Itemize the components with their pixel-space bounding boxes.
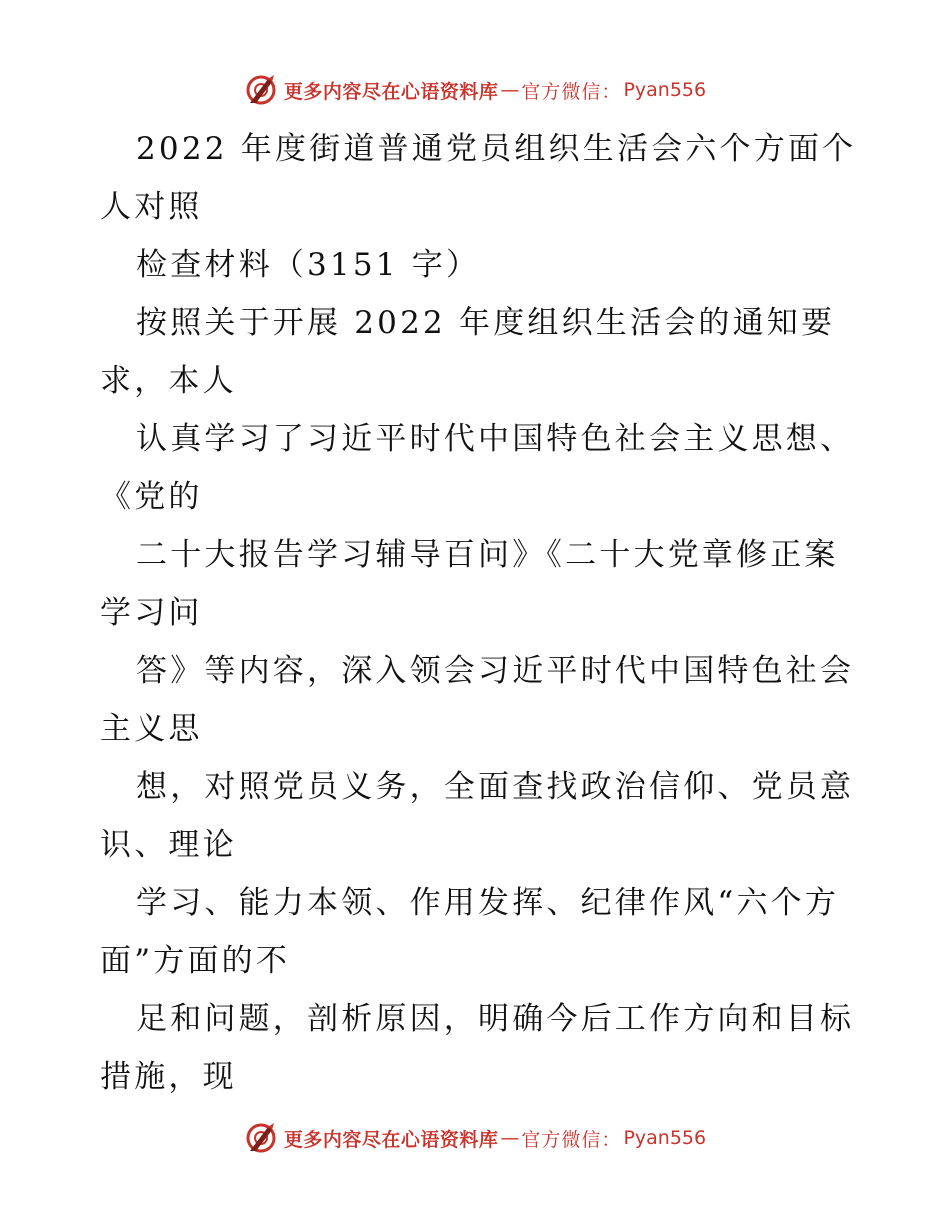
paragraph-line: 《党的 — [100, 479, 203, 515]
paragraph-line: 想，对照党员义务，全面查找政治信仰、党员意 — [136, 769, 855, 805]
paragraph-line: 面”方面的不 — [100, 943, 291, 979]
watermark-dash: — — [500, 79, 520, 101]
watermark-dash: — — [500, 1127, 520, 1149]
watermark-brand: 更多内容尽在心语资料库 — [283, 1128, 499, 1151]
paragraph-line: 措施，现 — [100, 1059, 237, 1095]
paragraph-line: 识、理论 — [100, 827, 237, 863]
document-body — [100, 120, 860, 1106]
subtitle-line: 检查材料（3151 字） — [136, 247, 481, 283]
watermark-id: Pyan556 — [623, 1127, 707, 1149]
header-watermark — [0, 70, 950, 110]
paragraph-line: 求，本人 — [100, 363, 237, 399]
title-line-1: 2022 年度街道普通党员组织生活会六个方面个 — [136, 131, 857, 167]
paragraph-line: 按照关于开展 2022 年度组织生活会的通知要 — [136, 305, 836, 341]
paragraph-line: 二十大报告学习辅导百问》《二十大党章修正案 — [136, 537, 839, 573]
footer-watermark — [0, 1118, 950, 1158]
quill-logo-icon — [244, 1121, 278, 1155]
watermark-label: 官方微信： — [521, 80, 622, 103]
paragraph-line: 答》等内容，深入领会习近平时代中国特色社会 — [136, 653, 855, 689]
paragraph-line: 学习问 — [100, 595, 203, 631]
watermark-brand: 更多内容尽在心语资料库 — [283, 80, 499, 103]
title-line-2: 人对照 — [100, 189, 203, 225]
paragraph-line: 主义思 — [100, 711, 203, 747]
paragraph-line: 认真学习了习近平时代中国特色社会主义思想、 — [136, 421, 855, 457]
paragraph-line: 足和问题，剖析原因，明确今后工作方向和目标 — [136, 1001, 855, 1037]
paragraph-line: 学习、能力本领、作用发挥、纪律作风“六个方 — [136, 885, 840, 921]
watermark-id: Pyan556 — [623, 79, 707, 101]
watermark-label: 官方微信： — [521, 1128, 622, 1151]
quill-logo-icon — [244, 73, 278, 107]
